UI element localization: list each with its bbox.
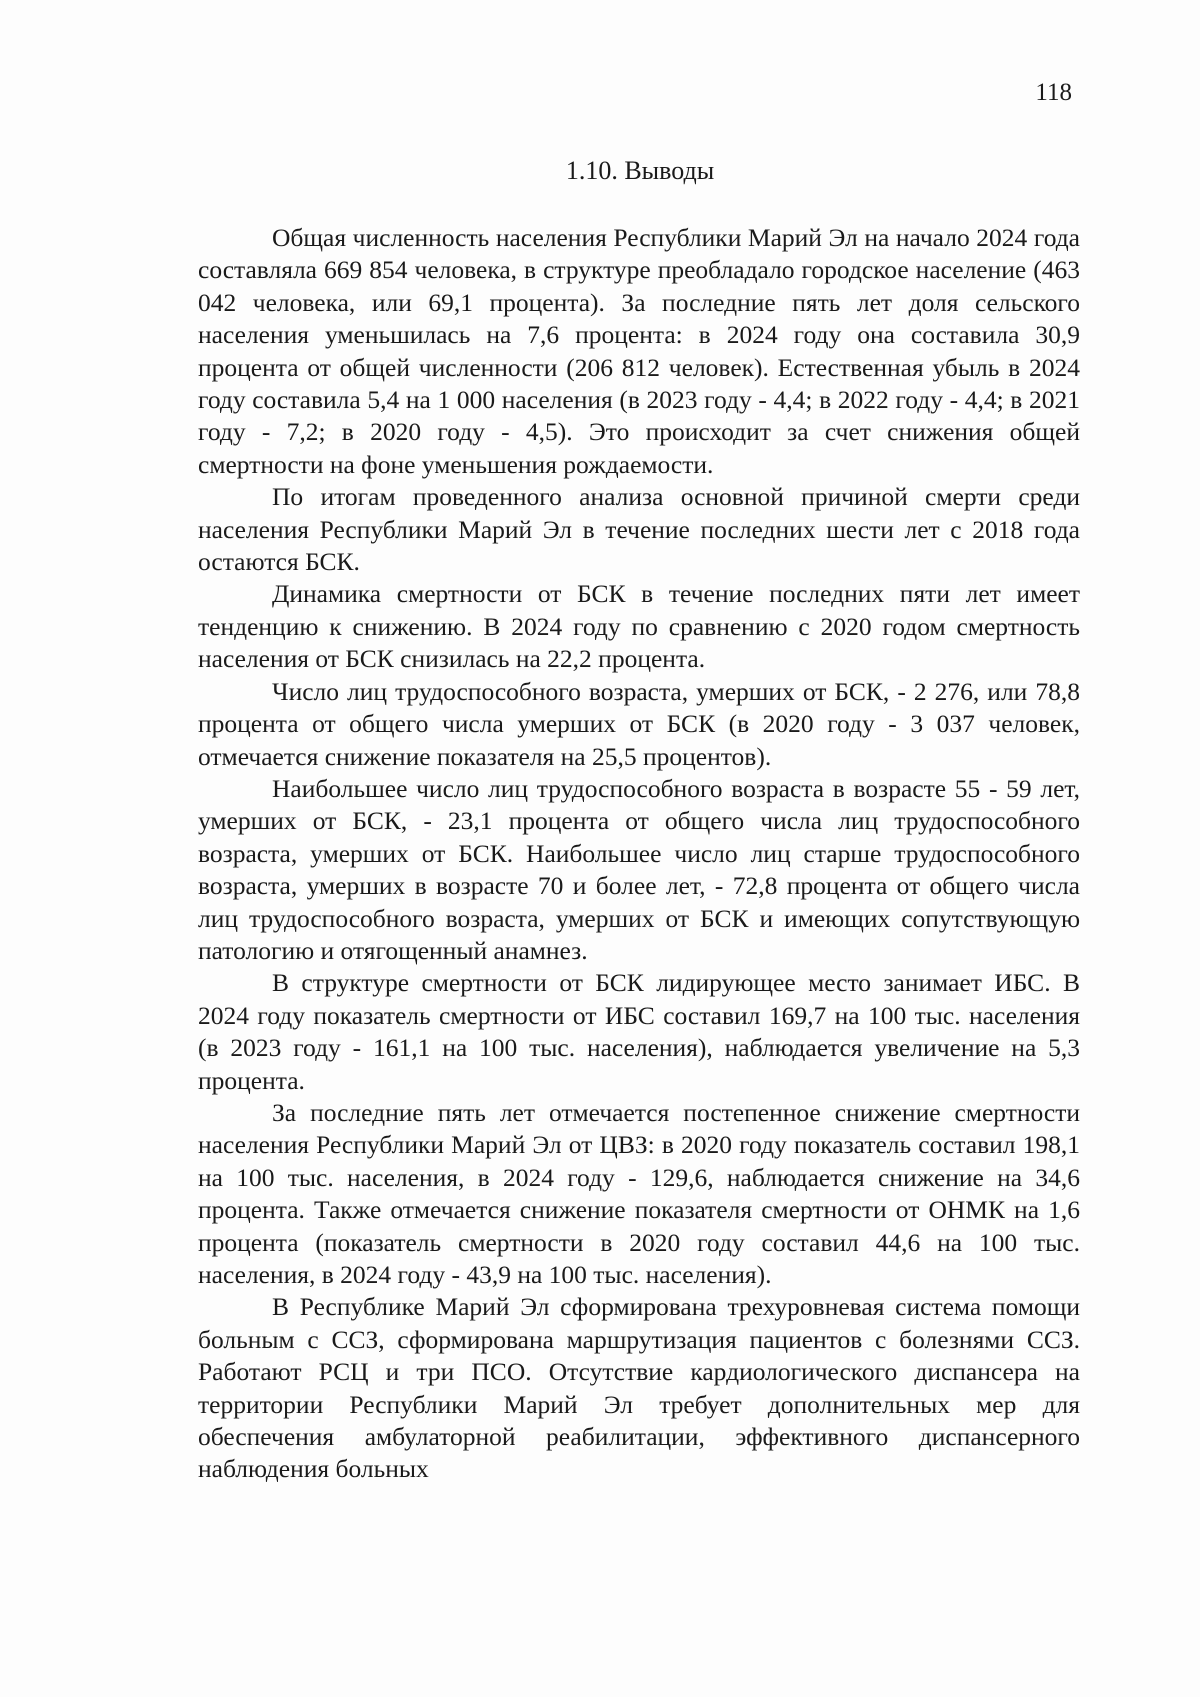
body-text xyxy=(198,222,1080,1486)
paragraph-cvd: За последние пять лет отмечается постепенное снижение смертности населения Республики Марий Эл от ЦВЗ: в 2020 году показатель составил 198,1 на 100 тыс. населения, в 2024 году - 129,6, наблюдается снижение на 34,6 процента. Также отмечается снижение показателя смертности от ОНМК на 1,6 процента (показатель смертности в 2020 году составил 44,6 на 100 тыс. населения, в 2024 году - 43,9 на 100 тыс. населения). xyxy=(198,1097,1080,1289)
section-title: 1.10. Выводы xyxy=(565,156,715,185)
paragraph-main-cause: По итогам проведенного анализа основной причиной смерти среди населения Республики Марий Эл в течение последних шести лет с 2018 года остаются БСК. xyxy=(198,482,1080,577)
paragraph-population: Общая численность населения Республики Марий Эл на начало 2024 года составляла 669 854 человека, в структуре преобладало городское население (463 042 человека, или 69,1 процента). За последние пять лет доля сельского населения уменьшилась на 7,6 процента: в 2024 году она составила 30,9 процента от общей численности (206 812 человек). Естественная убыль в 2024 году составила 5,4 на 1 000 населения (в 2023 году - 4,4; в 2022 году - 4,4; в 2021 году - 7,2; в 2020 году - 4,5). Это происходит за счет снижения общей смертности на фоне уменьшения рождаемости. xyxy=(198,223,1080,479)
paragraph-age-groups: Наибольшее число лиц трудоспособного возраста в возрасте 55 - 59 лет, умерших от БСК, - 23,1 процента от общего числа лиц трудоспособного возраста, умерших от БСК. Наибольшее число лиц старше трудоспособного возраста, умерших в возрасте 70 и более лет, - 72,8 процента от общего числа лиц трудоспособного возраста, умерших от БСК и имеющих сопутствующую патологию и отягощенный анамнез. xyxy=(198,773,1080,965)
paragraph-working-age: Число лиц трудоспособного возраста, умерших от БСК, - 2 276, или 78,8 процента от общего числа умерших от БСК (в 2020 году - 3 037 человек, отмечается снижение показателя на 25,5 процентов). xyxy=(198,676,1080,771)
paragraph-ihd: В структуре смертности от БСК лидирующее место занимает ИБС. В 2024 году показатель смертности от ИБС составил 169,7 на 100 тыс. населения (в 2023 году - 161,1 на 100 тыс. населения), наблюдается увеличение на 5,3 процента. xyxy=(198,968,1080,1095)
page-number: 118 xyxy=(1035,79,1072,106)
paragraph-mortality-dynamics: Динамика смертности от БСК в течение последних пяти лет имеет тенденцию к снижению. В 2024 году по сравнению с 2020 годом смертность населения от БСК снизилась на 22,2 процента. xyxy=(198,579,1080,674)
paragraph-care-system: В Республике Марий Эл сформирована трехуровневая система помощи больным с ССЗ, сформирована маршрутизация пациентов с болезнями ССЗ. Работают РСЦ и три ПСО. Отсутствие кардиологического диспансера на территории Республики Марий Эл требует дополнительных мер для обеспечения амбулаторной реабилитации, эффективного диспансерного наблюдения больных xyxy=(198,1292,1080,1484)
